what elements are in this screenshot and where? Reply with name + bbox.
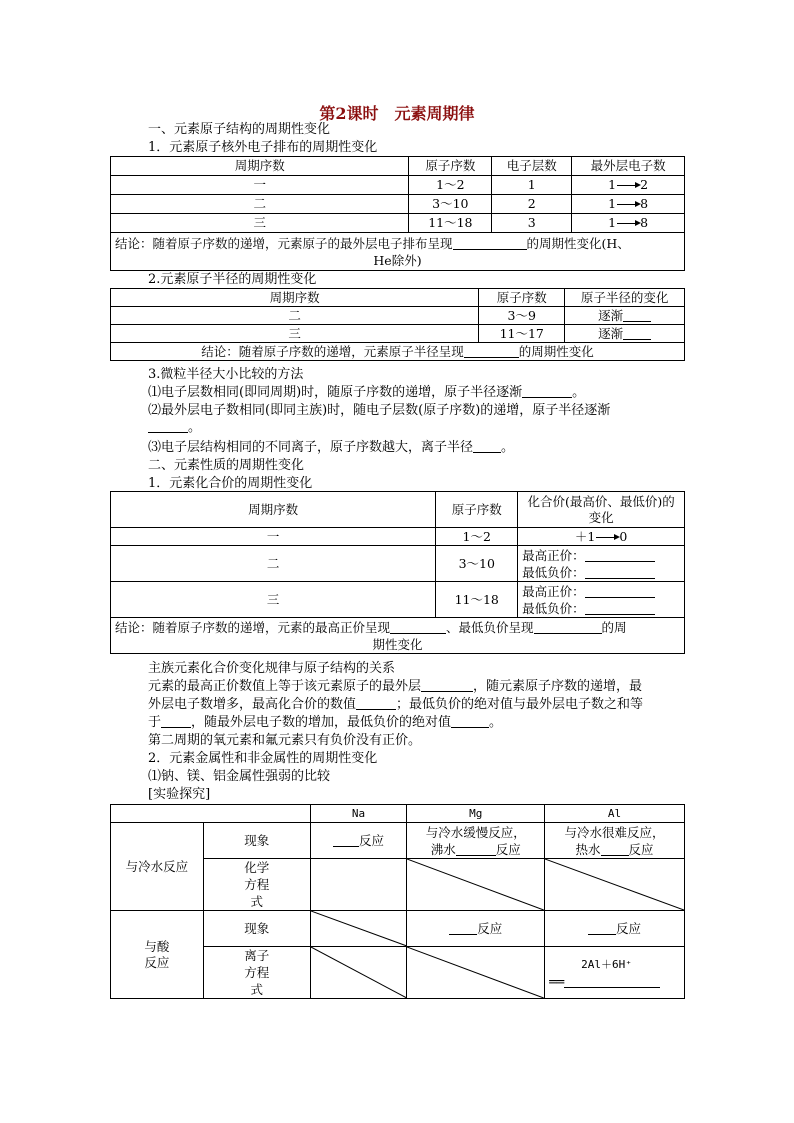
struck-cell bbox=[407, 859, 545, 911]
fill-blank[interactable] bbox=[588, 921, 616, 935]
fill-blank[interactable] bbox=[333, 833, 359, 847]
arrow-icon bbox=[617, 223, 639, 224]
arrow-icon bbox=[617, 204, 639, 205]
fill-blank[interactable] bbox=[356, 696, 396, 710]
struck-cell bbox=[310, 947, 407, 999]
fill-blank[interactable] bbox=[601, 842, 629, 856]
subsection-2-2-1: ⑴钠、镁、铝金属性强弱的比较 bbox=[148, 769, 331, 784]
fill-blank[interactable] bbox=[522, 384, 572, 398]
row-acid: 与酸反应 bbox=[111, 911, 204, 999]
fill-blank[interactable] bbox=[449, 921, 477, 935]
fill-blank[interactable] bbox=[161, 714, 191, 728]
method-3: ⑶电子层结构相同的不同离子，原子序数越大，离子半径 。 bbox=[148, 440, 515, 455]
fill-blank[interactable] bbox=[585, 548, 655, 562]
rule-line-4: 第二周期的氧元素和氟元素只有负价没有正价。 bbox=[148, 733, 422, 748]
conclusion-1: 结论：随着原子序数的递增，元素原子的最外层电子排布呈现 的周期性变化(H、 He除外) bbox=[111, 233, 685, 271]
table-row: 三 11～18 3 1 8 bbox=[111, 214, 685, 233]
fill-blank[interactable] bbox=[451, 714, 489, 728]
fill-blank[interactable] bbox=[585, 584, 655, 598]
fill-blank[interactable] bbox=[534, 620, 602, 634]
struck-cell bbox=[407, 947, 545, 999]
struck-cell bbox=[545, 859, 685, 911]
fill-blank[interactable] bbox=[464, 344, 519, 358]
conclusion-3: 结论：随着原子序数的递增，元素的最高正价呈现 、最低负价呈现 的周 期性变化 bbox=[111, 618, 685, 654]
atomic-radius-table: 周期序数 原子序数 原子半径的变化 二 3～9 逐渐 三 11～17 逐渐 结论：随着原子序数的递增，元素原子半径呈现 的周期性变化 bbox=[110, 288, 685, 361]
electron-config-table bbox=[110, 156, 685, 271]
fill-blank[interactable] bbox=[473, 439, 501, 453]
header-outer: 最外层电子数 bbox=[572, 157, 685, 176]
struck-cell bbox=[310, 911, 407, 947]
header-layers: 电子层数 bbox=[492, 157, 572, 176]
table-row: 一 1～2 ＋1 0 bbox=[111, 528, 685, 546]
header-atomic: 原子序数 bbox=[409, 157, 492, 176]
fill-blank[interactable] bbox=[453, 236, 527, 250]
page-title: 第2课时 元素周期律 bbox=[319, 104, 475, 123]
rule-title: 主族元素化合价变化规律与原子结构的关系 bbox=[148, 661, 396, 676]
metal-comparison-table: Na Mg Al 与冷水反应 现象 反应 与冷水缓慢反应， 沸水 反应 与冷水很难反应， 热水 反应 化学方程式 与酸反应 现象 反应 反应 离子方程式 2Al＋6H⁺ ══ bbox=[110, 804, 685, 999]
arrow-icon bbox=[596, 537, 618, 538]
conclusion-2: 结论：随着原子序数的递增，元素原子半径呈现 的周期性变化 bbox=[111, 343, 685, 361]
table-row: 二 3～9 逐渐 bbox=[111, 307, 685, 325]
subsection-1-2: 2.元素原子半径的周期性变化 bbox=[148, 272, 317, 287]
subsection-1-3: 3.微粒半径大小比较的方法 bbox=[148, 367, 304, 382]
fill-blank[interactable] bbox=[564, 974, 660, 988]
section-heading-2: 二、元素性质的周期性变化 bbox=[148, 458, 305, 473]
subsection-1-1: 1．元素原子核外电子排布的周期性变化 bbox=[148, 140, 378, 155]
subsection-2-2: 2．元素金属性和非金属性的周期性变化 bbox=[148, 751, 378, 766]
fill-blank[interactable] bbox=[585, 601, 655, 615]
rule-line-2: 外层电子数增多，最高化合价的数值 ；最低负价的绝对值与最外层电子数之和等 bbox=[148, 697, 644, 712]
fill-blank[interactable] bbox=[390, 620, 446, 634]
valence-table: 周期序数 原子序数 化合价(最高价、最低价)的变化 一 1～2 ＋1 0 二 3～10 最高正价： 最低负价： 三 11～18 最高正价： 最低负价： 结论：随着原子序数的递增，元素的最高正价呈现 、最低负价呈现 的周 期性变化 bbox=[110, 491, 685, 654]
method-2-cont: 。 bbox=[148, 419, 201, 436]
fill-blank[interactable] bbox=[421, 678, 473, 692]
section-heading-1: 一、元素原子结构的周期性变化 bbox=[148, 122, 331, 137]
fill-blank[interactable] bbox=[148, 419, 188, 433]
rule-line-1: 元素的最高正价数值上等于该元素原子的最外层 ，随元素原子序数的递增，最 bbox=[148, 679, 643, 694]
method-1: ⑴电子层数相同(即同周期)时，随原子序数的递增，原子半径逐渐 。 bbox=[148, 385, 586, 400]
subsection-2-1: 1．元素化合价的周期性变化 bbox=[148, 476, 313, 491]
fill-blank[interactable] bbox=[623, 326, 651, 340]
experiment-label: [实验探究] bbox=[148, 787, 211, 802]
fill-blank[interactable] bbox=[456, 842, 496, 856]
table-row: 一 1～2 1 1 2 bbox=[111, 176, 685, 195]
arrow-icon bbox=[617, 185, 639, 186]
fill-blank[interactable] bbox=[623, 308, 651, 322]
rule-line-3: 于 ，随最外层电子数的增加，最低负价的绝对值 。 bbox=[148, 715, 503, 730]
table-row: 二 3～10 2 1 8 bbox=[111, 195, 685, 214]
table-row: 二 3～10 最高正价： 最低负价： bbox=[111, 546, 685, 582]
method-2: ⑵最外层电子数相同(即同主族)时，随电子层数(原子序数)的递增，原子半径逐渐 bbox=[148, 403, 611, 418]
table-row: 三 11～18 最高正价： 最低负价： bbox=[111, 582, 685, 618]
table-row: 三 11～17 逐渐 bbox=[111, 325, 685, 343]
row-water: 与冷水反应 bbox=[111, 823, 204, 911]
header-period: 周期序数 bbox=[111, 157, 409, 176]
fill-blank[interactable] bbox=[585, 565, 655, 579]
